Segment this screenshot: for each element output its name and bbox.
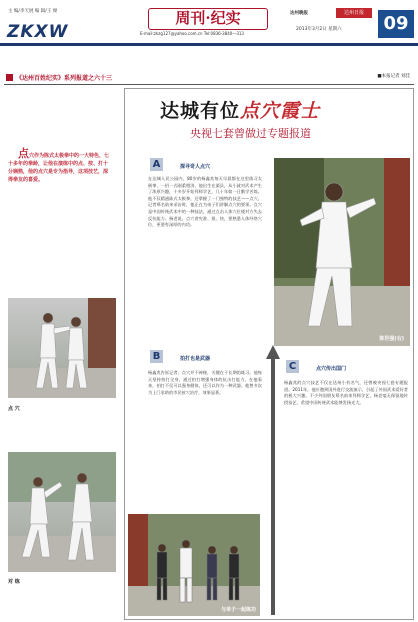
master-figure [274,158,410,346]
caption-point: 点 穴 [8,406,20,412]
series-bar [4,72,414,83]
headline-part1: 达城有位 [160,100,241,122]
contact-line: E-mail:zkzg127@yahoo.com.cn Tel:0836-3840—313 [140,31,244,36]
series-marker [6,74,13,81]
issue-date: 2013年3月2日 星期六 [296,27,342,32]
page-header [0,0,418,46]
section-logo: 周刊·纪实 [148,8,268,30]
section-b-header [150,350,250,364]
caption-main: 陈世强(右) [379,336,404,342]
section-a-letter: A [150,158,163,171]
section-b-letter: B [150,350,163,363]
up-arrow-divider [266,345,280,615]
section-c-text: 杨鑫兆的点穴技艺不仅在达州小有名气，还曾被央视七套专题报道。2011年，他应邀到国外进行交流演示，引起了外国武术爱好者的极大兴趣。不少外国朋友慕名前来拜师学艺，杨老毫无保留地传授技艺，希望中国传统武术能够发扬光大。 [284,380,408,405]
byline: ■本报记者 刘佳 [377,74,410,79]
section-a-header [150,158,250,172]
photo-main-portrait [274,158,410,346]
paper-logo: 达州日报 [336,8,372,18]
series-title: 《达州百姓纪实》系列报道之六十三 [16,75,113,82]
subheadline: 央视七套曾做过专题报道 [190,127,311,140]
series-rule [4,84,414,85]
headline-part2: 点穴霞士 [240,100,321,122]
header-rule [0,43,418,46]
section-a-title: 探寻奇人点穴 [180,164,211,170]
lead-paragraph [4,147,116,184]
page-number: 09 [378,10,414,38]
paper-name: 达州晚报 [290,11,308,16]
lead-text: 穴作为陈式太极拳中的一大特色，七十多年的拳龄，让他在演练中的点、按、打十分娴熟，他的点穴是专为指导，这项技艺，深得拳友的喜爱。 [8,153,110,183]
editors-line: 主 编/李天展 编 辑/王 俊 [8,9,58,14]
group-figure [128,514,260,616]
headline [160,96,418,123]
drop-cap: 点 [18,147,29,160]
martial-artists-figure [8,298,116,398]
sparring-figure [8,452,116,572]
brand-logo: ZKXW [7,22,69,42]
caption-sparring: 对 练 [8,579,20,585]
section-c-title: 点穴传出国门 [316,366,347,372]
section-b-text: 杨鑫兆告诉记者，点穴并不神秘，关键在于长期的练习。他每天坚持拍打全身，通过拍打增强身体的抗击打能力。在他看来，拍打不仅可以强身健体，还可以作为一种武器。他曾多次为上门求助的市民按穴治疗，效果显著。 [148,370,262,395]
section-b-title: 拍打也是武器 [180,356,211,362]
photo-disciples [128,514,260,616]
caption-disciples: 与弟子一起练功 [220,607,256,613]
section-c-header [286,360,406,374]
photo-sparring [8,452,116,572]
section-c-letter: C [286,360,299,373]
section-a-text: 在达城人民公园内，80岁的杨鑫兆每天早晨都在这里练习太极拳，一招一式刚柔相济。他出生在渠县，从小就对武术产生了浓厚兴趣，十多岁开始拜师学艺，几十年如一日勤学苦练。他不仅精通陈式太极拳，还掌握了一门独特的技艺——点穴。记者慕名前来采访时，他正在为弟子们讲解点穴的要领。点穴是中国传统武术中的一种技法，通过点击人体穴位使对方失去反抗能力。杨老说，点穴讲究准、狠、快，要熟悉人体经络穴位，更要有深厚的内功。 [148,176,262,228]
photo-point-strike [8,298,116,398]
